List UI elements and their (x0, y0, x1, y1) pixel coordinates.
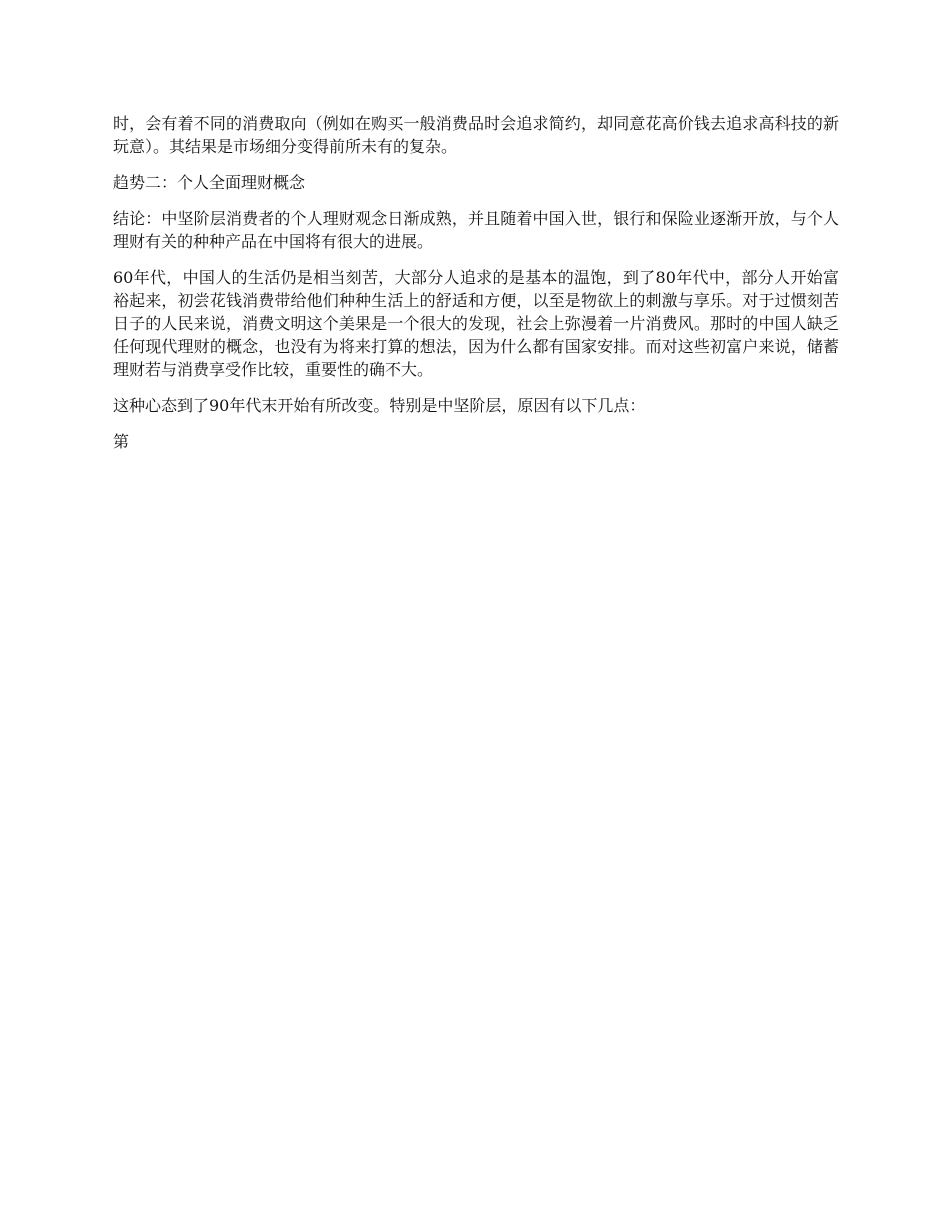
paragraph-conclusion: 结论：中坚阶层消费者的个人理财观念日渐成熟，并且随着中国入世，银行和保险业逐渐开放，与个人理财有关的种种产品在中国将有很大的进展。 (113, 209, 839, 251)
document-body (113, 112, 839, 466)
paragraph-history: 60年代，中国人的生活仍是相当刻苦，大部分人追求的是基本的温饱，到了80年代中，部分人开始富裕起来，初尝花钱消费带给他们种种生活上的舒适和方便，以至是物欲上的刺激与享乐。对于过惯刻苦日子的人民来说，消费文明这个美果是一个很大的发现，社会上弥漫着一片消费风。那时的中国人缺乏任何现代理财的概念，也没有为将来打算的想法，因为什么都有国家安排。而对这些初富户来说，储蓄理财若与消费享受作比较，重要性的确不大。 (113, 268, 839, 379)
paragraph-fragment: 第 (113, 432, 130, 451)
paragraph-change: 这种心态到了90年代末开始有所改变。特别是中坚阶层，原因有以下几点： (113, 396, 646, 415)
section-heading-trend-two: 趋势二：个人全面理财概念 (113, 173, 306, 192)
paragraph-continuation: 时，会有着不同的消费取向（例如在购买一般消费品时会追求简约，却同意花高价钱去追求高科技的新玩意）。其结果是市场细分变得前所未有的复杂。 (113, 114, 839, 156)
